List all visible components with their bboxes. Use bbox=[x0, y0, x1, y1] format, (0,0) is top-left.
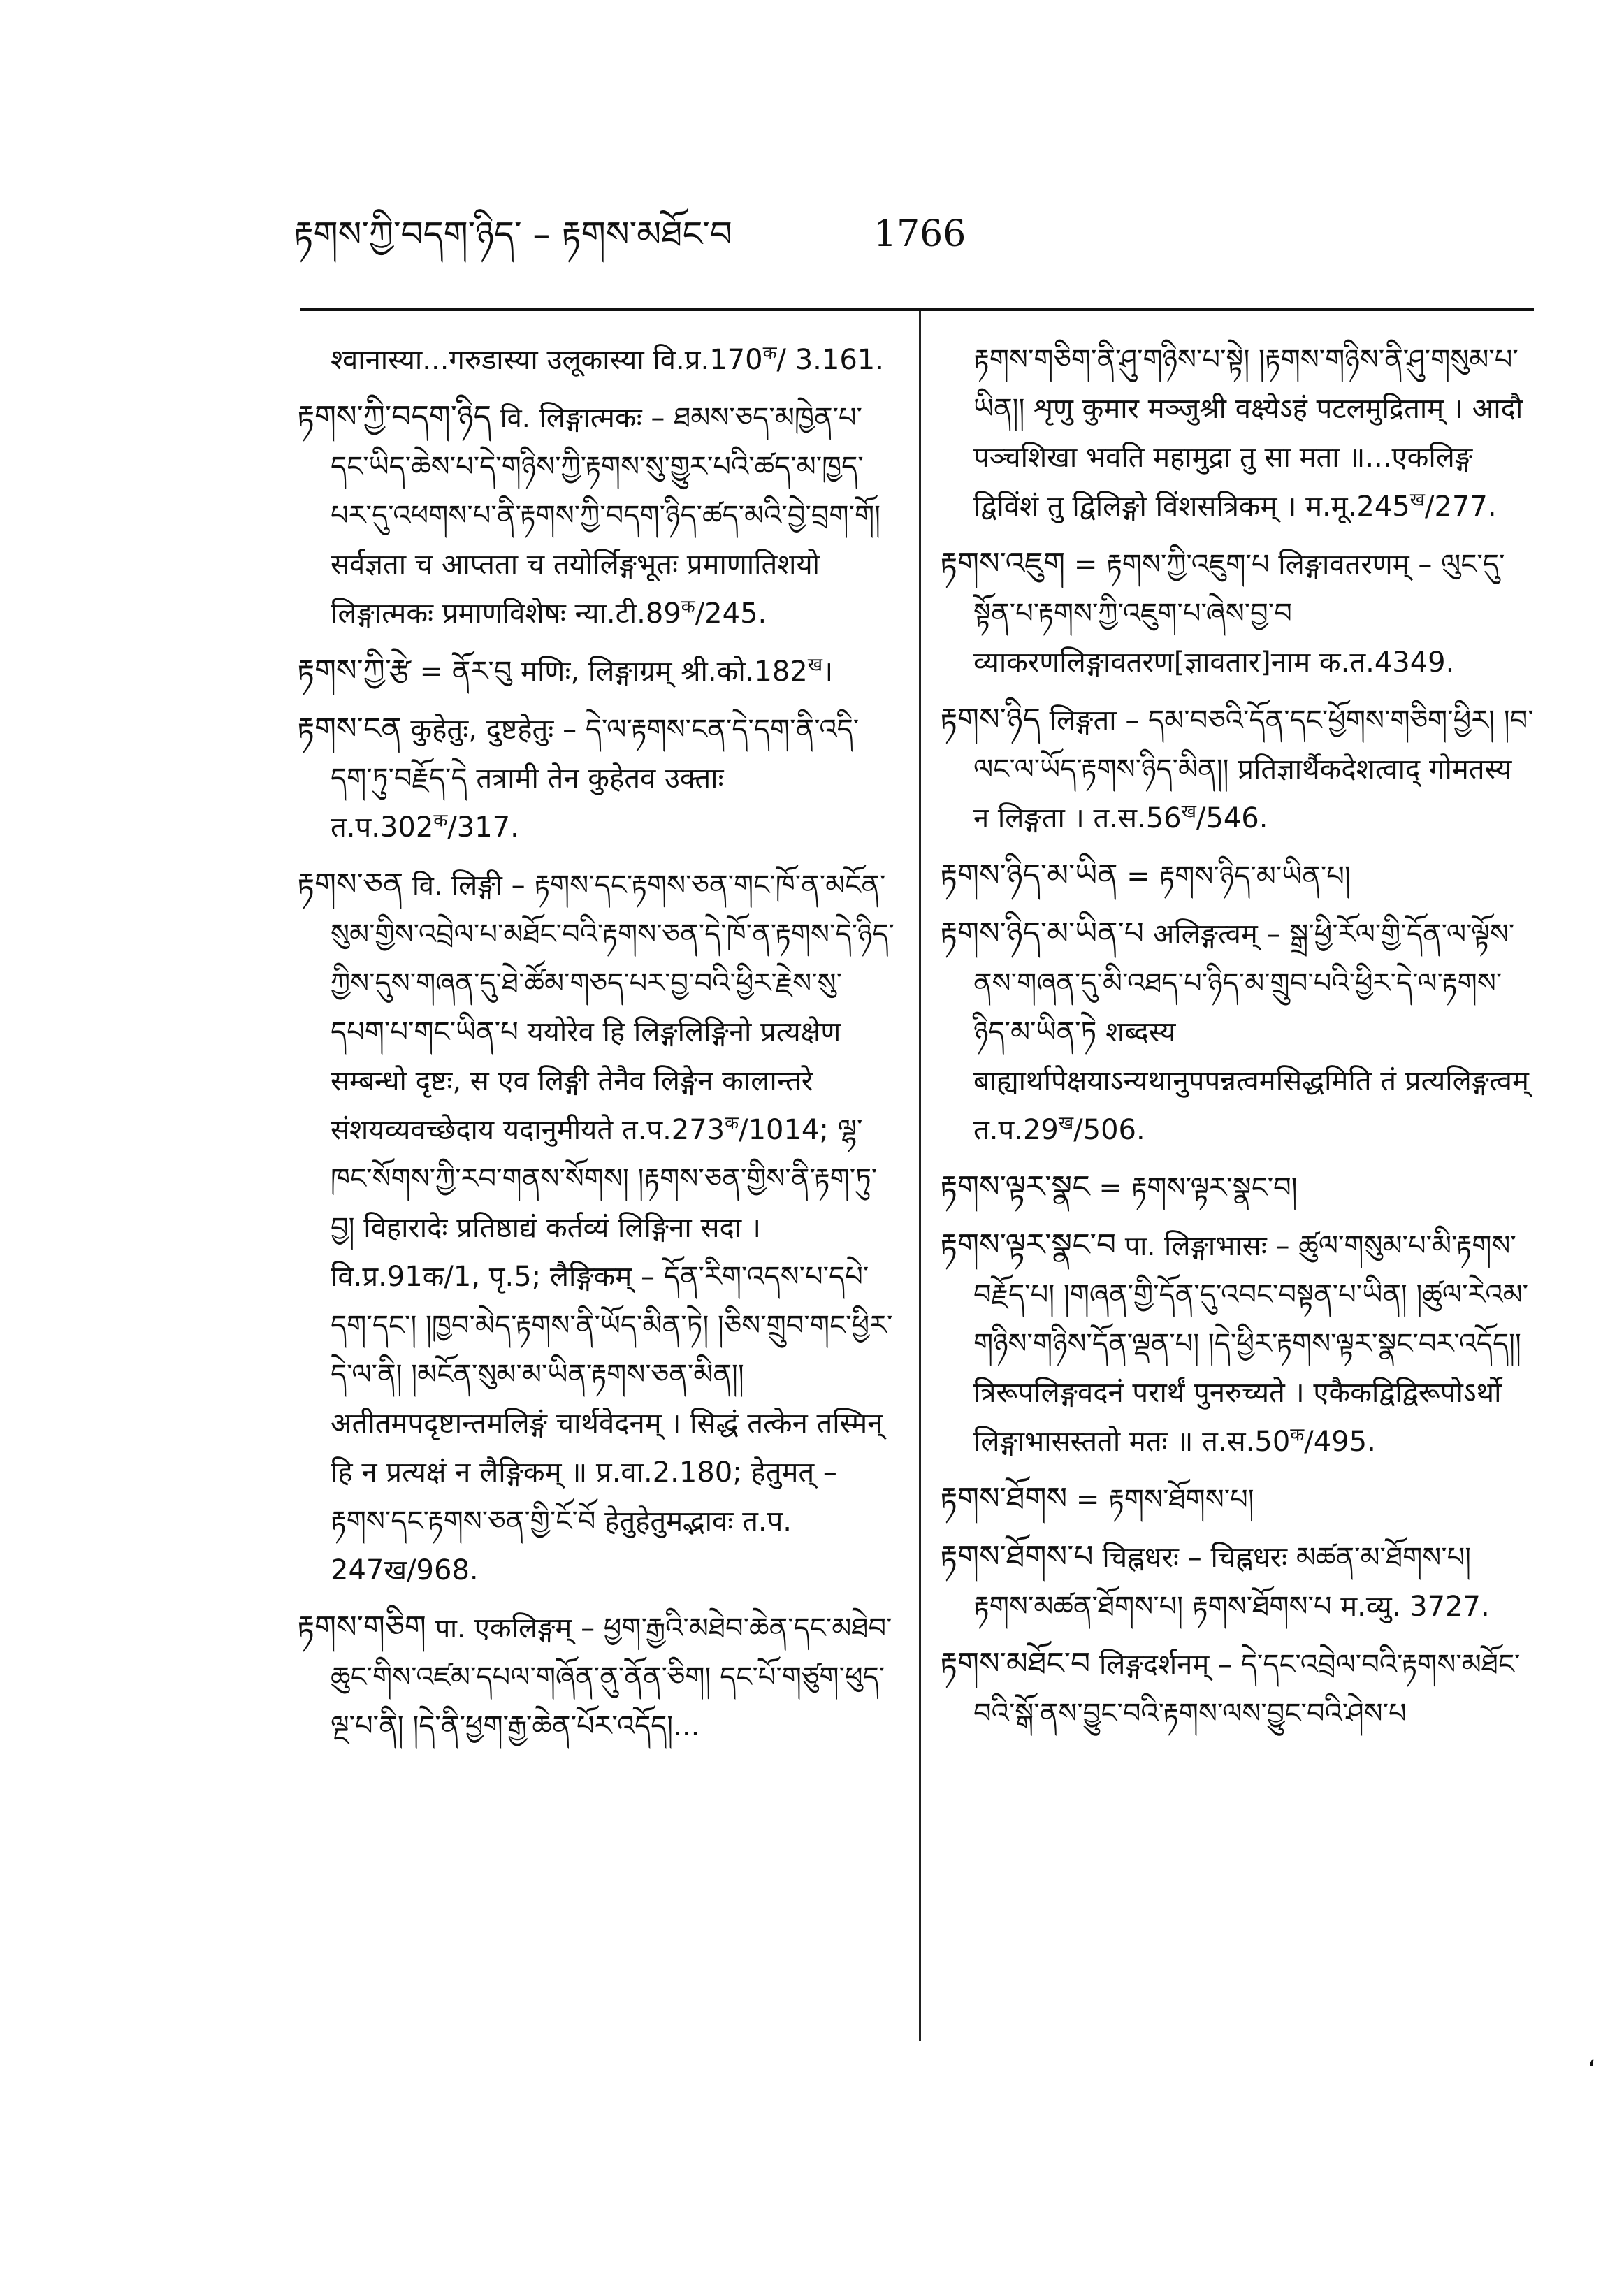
dictionary-entry: རྟགས་ངན कुहेतुः, दुष्टहेतुः – དེ་ལ་རྟགས་ངན་དེ་དག་ནི་འདི་དག་ཏུ་བརྗོད་དེ तत्रामी तेन कुहेतव उक्ताः $त.प.302^क/317$. bbox=[297, 711, 860, 844]
grammar-label: वि. bbox=[412, 870, 443, 901]
headword: རྟགས་ལྟར་སྣང bbox=[940, 1169, 1090, 1205]
headword: རྟགས་ཐོགས bbox=[940, 1481, 1068, 1517]
header-rule bbox=[300, 308, 1534, 311]
dictionary-entry: རྟགས་ཉིད་མ་ཡིན་པ अलिङ्गत्वम् – སྒྲ་ཕྱི་རོལ་གྱི་དོན་ལ་ལྟོས་ནས་གཞན་དུ་མི་འཐད་པ་ཉིད་མ་གྲུབ་པའི་ཕྱིར་དེ་ལ་རྟགས་ཉིད་མ་ཡིན་ཏེ शब्दस्य बाह्यार्थापेक्षयाऽन्यथानुपपन्नत्वमसिद्धमिति तं प्रत्यलिङ्गत्वम् $त.प.29^ख/506$. bbox=[940, 916, 1529, 1146]
headword: རྟགས་འཇུག bbox=[940, 546, 1066, 581]
dictionary-entry: श्वानास्या...गरुडास्या उलूकास्या $वि.प्र.170^क/$ 3.161. bbox=[331, 342, 884, 376]
dictionary-entry: རྟགས་ཀྱི་བདག་ཉིད वि. लिङ्गात्मकः – ཐམས་ཅད་མཁྱེན་པ་དང་ཡིད་ཆེས་པ་དེ་གཉིས་ཀྱི་རྟགས་སུ་གྱུར་པའི་ཚད་མ་ཁྱད་པར་དུ་འཕགས་པ་ནི་རྟགས་ཀྱི་བདག་ཉིད་ཚད་མའི་བྱེ་བྲག་གོ། सर्वज्ञता च आप्तता च तयोर्लिङ्गभूतः प्रमाणातिशयो लिङ्गात्मकः प्रमाणविशेषः $न्या.टी.89^क/245$. bbox=[297, 399, 880, 630]
headword: རྟགས་ཐོགས་པ bbox=[940, 1539, 1094, 1575]
dictionary-entry: རྟགས་གཅིག་ནི་ཤུ་གཉིས་པ་སྟེ། །རྟགས་གཉིས་ནི་ཤུ་གསུམ་པ་ཡིན།། शृणु कुमार मञ्जुश्री वक्ष्येऽहं पटलमुद्रिताम् । आदौ पञ्चशिखा भवति महामुद्रा तु सा मता ॥...एकलिङ्ग द्विविंशं तु द्विलिङ्गो विंशसत्रिकम् । $म.मू.245^ख/277$. bbox=[973, 344, 1523, 523]
dictionary-entry: རྟགས་འཇུག = རྟགས་ཀྱི་འཇུག་པ लिङ्गावतरणम् – ལུང་དུ་སྟོན་པ་རྟགས་ཀྱི་འཇུག་པ་ཞེས་བྱ་བ व्याकरणलिङ्गावतरण[ज्ञावतार]नाम क.त.4349. bbox=[940, 546, 1505, 679]
headword: རྟགས་ཉིད bbox=[940, 702, 1041, 737]
dictionary-entry: རྟགས་ཀྱི་རྩེ = ནོར་བུ मणिः, लिङ्गाग्रम् $श्री.को.182^ख।$ bbox=[297, 653, 834, 688]
dictionary-entry: རྟགས་ལྟར་སྣང་བ पा. लिङ्गाभासः – ཚུལ་གསུམ་པ་མི་རྟགས་བརྗོད་པ། །གཞན་གྱི་དོན་དུ་འབང་བསྟན་པ་ཡིན། །ཚུལ་རེའམ་གཉིས་གཉིས་དོན་ལྡན་པ། །དེ་ཕྱིར་རྟགས་ལྟར་སྣང་བར་འདོད།། त्रिरूपलिङ्गवदनं परार्थं पुनरुच्यते । एकैकद्विद्विरूपोऽर्थो लिङ्गाभासस्ततो मतः ॥ $त.स.50^क/495$. bbox=[940, 1227, 1529, 1458]
page-number: 1766 bbox=[873, 213, 966, 255]
dictionary-entry: རྟགས་མཐོང་བ लिङ्गदर्शनम् – དེ་དང་འབྲེལ་བའི་རྟགས་མཐོང་བའི་སྒོ་ནས་བྱུང་བའི་རྟགས་ལས་བྱུང་བའི་ཤེས་པ bbox=[940, 1646, 1521, 1730]
headword: རྟགས་ཀྱི་རྩེ bbox=[297, 653, 411, 688]
dictionary-entry: རྟགས་ཉིད་མ་ཡིན = རྟགས་ཉིད་མ་ཡིན་པ། bbox=[940, 858, 1351, 893]
headword: རྟགས་གཅིག bbox=[297, 1609, 426, 1645]
dictionary-entry: རྟགས་གཅིག पा. एकलिङ्गम् – ཕྱག་རྒྱའི་མཐེབ་ཆེན་དང་མཐེབ་ཆུང་གིས་འཛམ་དཔལ་གཞོན་ནུ་ནོན་ཅིག། དང་པོ་གཙུག་ཕུད་ལྔ་པ་ནི། །དེ་ནི་ཕྱག་རྒྱ་ཆེན་པོར་འདོད།... bbox=[297, 1609, 892, 1742]
headword: རྟགས་ཉིད་མ་ཡིན་པ bbox=[940, 916, 1144, 951]
grammar-label: पा. bbox=[1124, 1231, 1156, 1261]
running-title: རྟགས་ཀྱི་བདག་ཉིད་ – རྟགས་མཐོང་བ bbox=[293, 214, 732, 254]
dictionary-entry: རྟགས་ཐོགས = རྟགས་ཐོགས་པ། bbox=[940, 1481, 1254, 1517]
dictionary-entry: རྟགས་ཉིད लिङ्गता – དམ་བཅའི་དོན་དང་ཕྱོགས་གཅིག་ཕྱིར། །བ་ལང་ལ་ཡོད་རྟགས་ཉིད་མིན།། प्रतिज्ञार्थैकदेशत्वाद् गोमतस्य न लिङ्गता । $त.स.56^ख/546$. bbox=[940, 702, 1534, 834]
dictionary-entry: རྟགས་ཐོགས་པ चिह्नधरः – चिह्नधरः མཚན་མ་ཐོགས་པ། རྟགས་མཚན་ཐོགས་པ། རྟགས་ཐོགས་པ म.व्यु. 3727. bbox=[940, 1539, 1490, 1623]
headword: རྟགས་ཅན bbox=[297, 867, 404, 902]
right-column bbox=[940, 335, 1534, 2055]
dictionary-entry: རྟགས་ཅན वि. लिङ्गी – རྟགས་དང་རྟགས་ཅན་གང་ཁོ་ན་མངོན་སུམ་གྱིས་འབྲེལ་པ་མཐོང་བའི་རྟགས་ཅན་དེ་ཁོ་ན་རྟགས་དེ་ཉིད་ཀྱིས་དུས་གཞན་དུ་ཐེ་ཚོམ་གཅད་པར་བྱ་བའི་ཕྱིར་རྗེས་སུ་དཔག་པ་གང་ཡིན་པ ययोरेव हि लिङ्गलिङ्गिनो प्रत्यक्षेण सम्बन्धो दृष्टः, स एव लिङ्गी तेनैव लिङ्गेन कालान्तरे संशयव्यवच्छेदाय यदानुमीयते $त.प.273^क/1014$; ལྷ་ཁང་སོགས་ཀྱི་རབ་གནས་སོགས། །རྟགས་ཅན་གྱིས་ནི་རྟག་ཏུ་བྱ། विहारादेः प्रतिष्ठाद्यं कर्तव्यं लिङ्गिना सदा । वि.प्र.91क/1, पृ.5; लैङ्गिकम् – དོན་རིག་འདས་པ་དཔེ་དག་དང་། །ཁྱབ་མེད་རྟགས་ནི་ཡོད་མིན་ཏེ། །ཅིས་གྲུབ་གང་ཕྱིར་དེ་ལ་ནི། །མངོན་སུམ་མ་ཡིན་རྟགས་ཅན་མིན།། अतीतमपदृष्टान्तमलिङ्गं चार्थवेदनम् । सिद्धं तत्केन तस्मिन् हि न प्रत्यक्षं न लैङ्गिकम् ॥ प्र.वा.2.180; हेतुमत् – རྟགས་དང་རྟགས་ཅན་གྱི་ངོ་བོ हेतुहेतुमद्भावः त.प. 247ख/968. bbox=[297, 867, 894, 1586]
column-divider bbox=[919, 311, 921, 2041]
headword: རྟགས་ཀྱི་བདག་ཉིད bbox=[297, 399, 492, 435]
page-header bbox=[0, 196, 1624, 280]
left-column bbox=[297, 335, 894, 2055]
grammar-label: वि. bbox=[500, 403, 530, 433]
headword: རྟགས་མཐོང་བ bbox=[940, 1646, 1091, 1681]
margin-mark: ʻ bbox=[1588, 2055, 1597, 2085]
dictionary-entry: རྟགས་ལྟར་སྣང = རྟགས་ལྟར་སྣང་བ། bbox=[940, 1169, 1298, 1205]
headword: རྟགས་ངན bbox=[297, 711, 402, 746]
grammar-label: पा. bbox=[435, 1613, 466, 1644]
headword: རྟགས་ལྟར་སྣང་བ bbox=[940, 1227, 1117, 1263]
headword: རྟགས་ཉིད་མ་ཡིན bbox=[940, 858, 1118, 893]
